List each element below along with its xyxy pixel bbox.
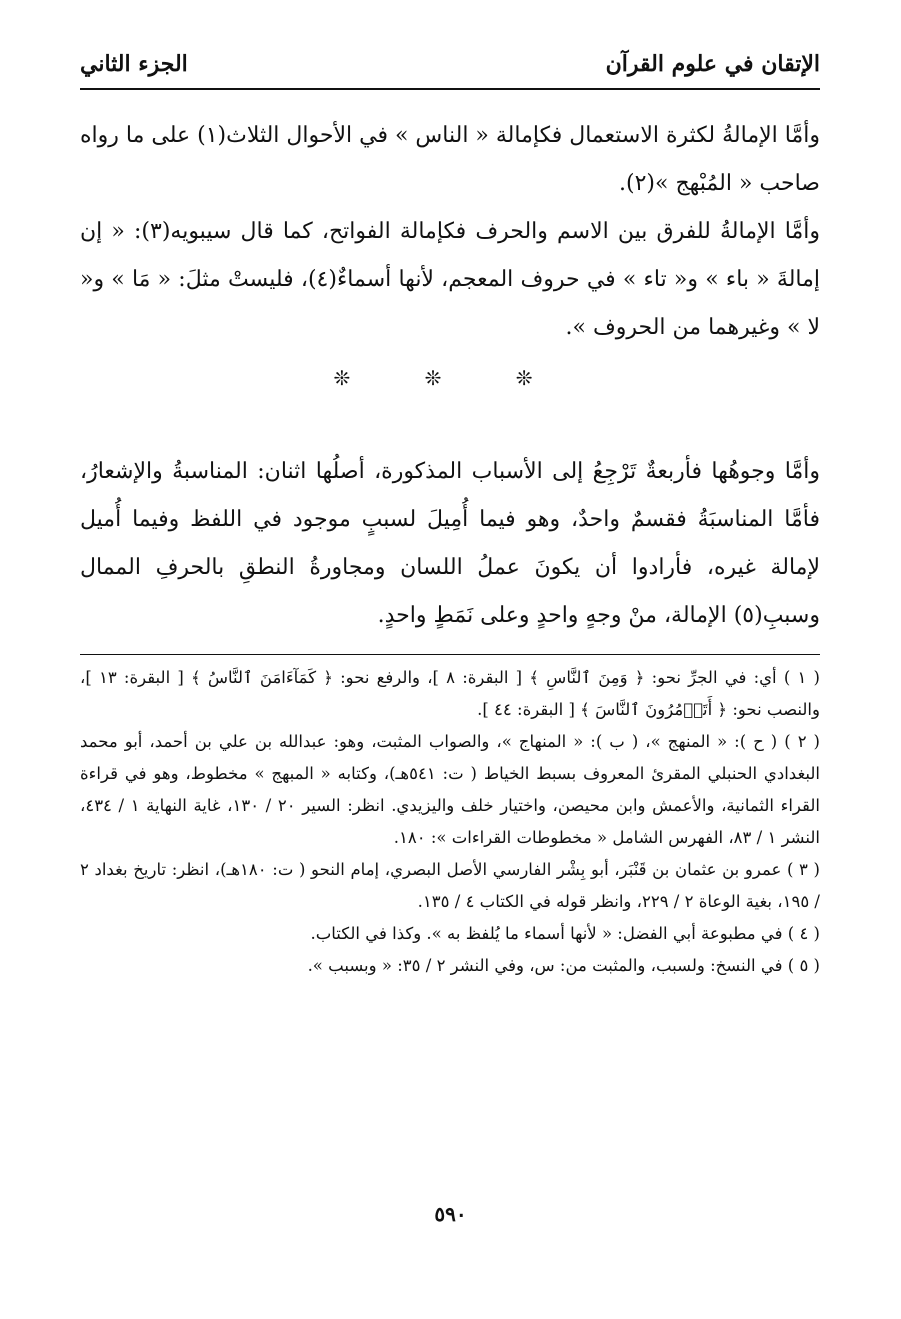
book-title: الإتقان في علوم القرآن (605, 51, 820, 77)
running-header (80, 40, 820, 90)
footnote: ( ٣ ) عمرو بن عثمان بن قَنْبَر، أبو بِشْر الفارسي الأصل البصري، إمام النحو ( ت: ١٨٠هـ)، انظر: تاريخ بغداد ٢ / ١٩٥، بغية الوعاة ٢ / ٢٢٩، وانظر قوله في الكتاب ٤ / ١٣٥. (80, 860, 820, 911)
footnote: ( ٢ ) ( ح ): « المنهج »، ( ب ): « المنهاج »، والصواب المثبت، وهو: عبدالله بن علي بن أحمد، أبو محمد البغدادي الحنبلي المقرئ المعروف بسبط الخياط ( ت: ٥٤١هـ)، وكتابه « المبهج » مخطوط، وهو في قراءة القراء الثمانية، والأعمش وابن محيصن، واختيار خلف واليزيدي. انظر: السير ٢٠ / ١٣٠، غاية النهاية ١ / ٤٣٤، النشر ١ / ٨٣، الفهرس الشامل « مخطوطات القراءات »: ١٨٠. (80, 732, 820, 847)
paragraph: وأمَّا الإمالةُ للفرق بين الاسم والحرف فكإمالة الفواتح، كما قال سيبويه(٣): « إن إمالةَ « باء » و« تاء » في حروف المعجم، لأنها أسماءٌ(٤)، فليستْ مثلَ: « مَا » و« لا » وغيرهما من الحروف ». (80, 219, 820, 340)
main-text (80, 112, 820, 640)
footnote: ( ٥ ) في النسخ: ولسبب، والمثبت من: س، وفي النشر ٢ / ٣٥: « وبسبب ». (307, 956, 820, 975)
paragraph: وأمَّا الإمالةُ لكثرة الاستعمال فكإمالة « الناس » في الأحوال الثلاث(١) على ما رواه صاحب « المُبْهج »(٢). (80, 123, 820, 196)
footnote-divider (80, 654, 820, 655)
section-separator: ❊ ❊ ❊ (333, 366, 567, 390)
page-number: ٥٩٠ (434, 1202, 467, 1226)
volume-label: الجزء الثاني (80, 51, 188, 77)
footnote: ( ٤ ) في مطبوعة أبي الفضل: « لأنها أسماء ما يُلفظ به ». وكذا في الكتاب. (310, 924, 820, 943)
paragraph: وأمَّا وجوهُها فأربعةٌ تَرْجِعُ إلى الأسباب المذكورة، أصلُها اثنان: المناسبةُ والإشعارُ، فأمَّا المناسبَةُ فقسمٌ واحدٌ، وهو فيما أُمِيلَ لسببٍ موجود في اللفظ وفيما أُميل لإمالة غيره، فأرادوا أن يكونَ عملُ اللسان ومجاورةُ النطقِ بالحرفِ الممال وسببِ(٥) الإمالة، منْ وجهٍ واحدٍ وعلى نَمَطٍ واحدٍ. (80, 459, 820, 628)
footnote: ( ١ ) أي: في الجرِّ نحو: ﴿ وَمِنَ ٱلنَّاسِ ﴾ [ البقرة: ٨ ]، والرفع نحو: ﴿ كَمَآءَامَنَ ٱلنَّاسُ ﴾ [ البقرة: ١٣ ]، والنصب نحو: ﴿ أَتَأۡمُرُونَ ٱلنَّاسَ ﴾ [ البقرة: ٤٤ ]. (80, 668, 820, 719)
footnotes (80, 662, 820, 982)
